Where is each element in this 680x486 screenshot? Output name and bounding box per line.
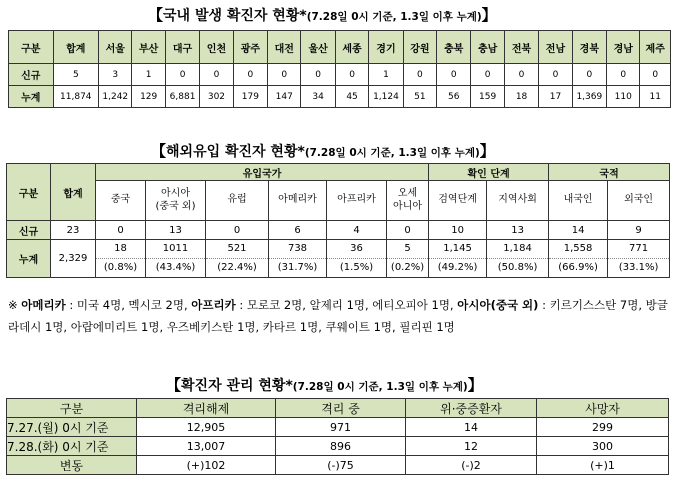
table-cell: (-)75	[276, 456, 406, 475]
subheader-cell	[387, 181, 429, 221]
domestic-cum-row	[9, 86, 671, 108]
col-region: 세종	[335, 31, 368, 64]
bracket-open: 【	[148, 6, 164, 24]
table-cell: 13	[146, 221, 206, 240]
cum-value: 521	[206, 240, 268, 259]
row-label: 누계	[9, 86, 54, 108]
col-gubun: 구분	[7, 399, 137, 418]
table-cell	[549, 240, 608, 278]
table-cell: 0	[268, 64, 301, 86]
overseas-group-row	[7, 164, 670, 181]
cum-value: 18	[96, 240, 145, 259]
table-cell: (+)102	[137, 456, 276, 475]
table-cell: 1,242	[99, 86, 132, 108]
overseas-title	[151, 140, 495, 161]
domestic-table	[8, 30, 671, 108]
note-africa-text: : 모로코 2명, 알제리 1명, 에티오피아 1명,	[235, 298, 458, 312]
table-cell: 0	[403, 64, 436, 86]
cum-value: 5	[387, 240, 428, 259]
table-cell: 10	[429, 221, 487, 240]
col-header: 사망자	[537, 399, 669, 418]
subheader-line1: 오세	[397, 188, 418, 199]
table-cell: 0	[233, 64, 267, 86]
table-cell: 6	[269, 221, 327, 240]
table-cell: 147	[268, 86, 301, 108]
group-confirm: 확인 단계	[429, 164, 549, 181]
table-cell: 179	[233, 86, 267, 108]
table-cell: 1	[369, 64, 403, 86]
table-cell: (-)2	[406, 456, 537, 475]
domestic-subtitle: (7.28일 0시 기준, 1.3일 이후 누계)	[306, 11, 482, 23]
table-cell: 14	[406, 418, 537, 437]
table-cell: 11	[640, 86, 671, 108]
bracket-close: 】	[481, 6, 497, 24]
table-cell: 0	[301, 64, 335, 86]
table-cell	[429, 240, 487, 278]
table-cell: 0	[640, 64, 671, 86]
table-cell: 6,881	[165, 86, 199, 108]
management-header-row	[7, 399, 669, 418]
bracket-close: 】	[479, 142, 495, 160]
table-cell: 2,329	[51, 240, 96, 278]
table-cell: 896	[276, 437, 406, 456]
subheader-cell	[608, 181, 670, 221]
note-america-text: : 미국 4명, 멕시코 2명,	[65, 298, 192, 312]
management-table	[6, 398, 669, 475]
table-cell: 302	[200, 86, 233, 108]
table-cell: 299	[537, 418, 669, 437]
table-cell: 34	[301, 86, 335, 108]
subheader-cell	[487, 181, 549, 221]
col-region: 대전	[268, 31, 301, 64]
table-cell	[269, 240, 327, 278]
subheader-cell	[327, 181, 387, 221]
table-cell: 5	[53, 64, 99, 86]
col-region: 경기	[369, 31, 403, 64]
group-nationality: 국적	[549, 164, 670, 181]
asterisk: *	[285, 378, 293, 394]
table-cell: 12,905	[137, 418, 276, 437]
subheader-line1: 검역단계	[438, 194, 477, 206]
table-cell: 11,874	[53, 86, 99, 108]
management-change-row	[7, 456, 669, 475]
table-cell: 971	[276, 418, 406, 437]
col-region: 전북	[504, 31, 538, 64]
table-cell: 9	[608, 221, 670, 240]
table-cell: 14	[549, 221, 608, 240]
cum-percent: (22.4%)	[217, 262, 257, 273]
table-cell: 0	[200, 64, 233, 86]
subheader-line1: 아메리카	[278, 194, 317, 206]
cum-value: 738	[269, 240, 326, 259]
table-cell: 159	[471, 86, 504, 108]
table-cell: 18	[504, 86, 538, 108]
col-region: 서울	[99, 31, 132, 64]
subheader-line1: 유럽	[227, 194, 247, 206]
col-region: 강원	[403, 31, 436, 64]
table-cell: 1	[132, 64, 165, 86]
col-region: 울산	[301, 31, 335, 64]
note-asia-text: : 키르기스스탄 7명, 방글라데시 1명, 아랍에미리트 1명, 우즈베키스탄 1명, 카타르 1명, 쿠웨이트 1명, 필리핀 1명	[8, 298, 668, 334]
table-cell: 0	[335, 64, 368, 86]
table-cell: 13,007	[137, 437, 276, 456]
col-gubun: 구분	[9, 31, 54, 64]
table-cell	[96, 240, 146, 278]
subheader-cell	[96, 181, 146, 221]
col-header: 위·중증환자	[406, 399, 537, 418]
subheader-cell	[146, 181, 206, 221]
table-cell: 13	[487, 221, 549, 240]
col-region: 충북	[437, 31, 471, 64]
col-gubun: 구분	[7, 164, 51, 221]
note-america-label: 아메리카	[21, 298, 66, 312]
col-region: 광주	[233, 31, 267, 64]
table-cell: 0	[206, 221, 269, 240]
col-region: 인천	[200, 31, 233, 64]
table-cell: 51	[403, 86, 436, 108]
bracket-close: 】	[467, 376, 483, 394]
cum-value: 771	[608, 240, 669, 259]
table-cell: 0	[387, 221, 429, 240]
table-cell: (+)1	[537, 456, 669, 475]
cum-percent: (50.8%)	[497, 262, 538, 273]
domestic-title-text: 국내 발생 확진자 현황	[163, 8, 300, 24]
table-cell: 0	[572, 64, 606, 86]
table-cell: 0	[165, 64, 199, 86]
overseas-subtitle: (7.28일 0시 기준, 1.3일 이후 누계)	[304, 147, 480, 159]
overseas-table	[6, 163, 670, 278]
row-label: 변동	[7, 456, 137, 475]
subheader-cell	[206, 181, 269, 221]
cum-value: 36	[327, 240, 386, 259]
table-cell	[387, 240, 429, 278]
table-cell: 0	[96, 221, 146, 240]
table-cell: 12	[406, 437, 537, 456]
table-cell: 23	[51, 221, 96, 240]
asterisk: *	[299, 8, 307, 24]
col-region: 부산	[132, 31, 165, 64]
col-region: 대구	[165, 31, 199, 64]
col-total: 합계	[51, 164, 96, 221]
cum-value: 1,184	[487, 240, 548, 259]
col-region: 경북	[572, 31, 606, 64]
bracket-open: 【	[151, 142, 167, 160]
overseas-subheader-row	[7, 181, 670, 221]
cum-value: 1011	[146, 240, 205, 259]
table-cell: 1,124	[369, 86, 403, 108]
col-region: 제주	[640, 31, 671, 64]
cum-percent: (66.9%)	[558, 262, 598, 273]
table-cell: 129	[132, 86, 165, 108]
row-label: 신규	[9, 64, 54, 86]
domestic-header-row	[9, 31, 671, 64]
col-region: 경남	[607, 31, 640, 64]
table-cell	[487, 240, 549, 278]
management-subtitle: (7.28일 0시 기준, 1.3일 이후 누계)	[292, 381, 468, 393]
domestic-title	[148, 4, 497, 25]
subheader-line1: 중국	[110, 194, 131, 206]
table-cell: 300	[537, 437, 669, 456]
table-cell: 0	[504, 64, 538, 86]
cum-percent: (43.4%)	[155, 262, 196, 273]
subheader-line1: 아프리카	[337, 194, 376, 206]
cum-value: 1,558	[549, 240, 607, 259]
management-title	[166, 374, 483, 395]
table-cell: 56	[437, 86, 471, 108]
subheader-cell	[429, 181, 487, 221]
subheader-cell	[549, 181, 608, 221]
subheader-line2: 아니아	[393, 200, 423, 212]
table-cell: 45	[335, 86, 368, 108]
subheader-line2: (중국 외)	[155, 200, 196, 212]
table-cell: 0	[539, 64, 572, 86]
row-label: 누계	[7, 240, 51, 278]
cum-value: 1,145	[429, 240, 486, 259]
group-country: 유입국가	[96, 164, 429, 181]
col-header: 격리 중	[276, 399, 406, 418]
subheader-line1: 외국인	[624, 194, 654, 206]
col-header: 격리해제	[137, 399, 276, 418]
note-africa-label: 아프리카	[191, 298, 236, 312]
cum-percent: (31.7%)	[277, 262, 318, 273]
cum-percent: (0.2%)	[390, 262, 425, 273]
bracket-open: 【	[166, 376, 182, 394]
subheader-line1: 지역사회	[498, 194, 537, 206]
table-cell: 0	[607, 64, 640, 86]
cum-percent: (49.2%)	[437, 262, 478, 273]
col-region: 충남	[471, 31, 504, 64]
note-mark: ※	[8, 298, 18, 312]
overseas-new-row	[7, 221, 670, 240]
management-title-text: 확진자 관리 현황	[181, 378, 286, 394]
row-label: 신규	[7, 221, 51, 240]
cum-percent: (0.8%)	[103, 262, 138, 273]
management-row	[7, 437, 669, 456]
table-cell	[608, 240, 670, 278]
subheader-line1: 아시아	[161, 188, 190, 199]
table-cell: 0	[437, 64, 471, 86]
table-cell: 3	[99, 64, 132, 86]
table-cell: 4	[327, 221, 387, 240]
overseas-title-text: 해외유입 확진자 현황	[166, 144, 298, 160]
cum-percent: (33.1%)	[618, 262, 659, 273]
note-asia-label: 아시아(중국 외)	[457, 298, 539, 312]
table-cell: 110	[607, 86, 640, 108]
row-label: 7.27.(월) 0시 기준	[7, 418, 137, 437]
col-region: 전남	[539, 31, 572, 64]
table-cell	[327, 240, 387, 278]
management-row	[7, 418, 669, 437]
subheader-cell	[269, 181, 327, 221]
col-region: 합계	[53, 31, 99, 64]
table-cell: 17	[539, 86, 572, 108]
overseas-note	[8, 294, 668, 338]
table-cell	[146, 240, 206, 278]
overseas-cum-row	[7, 240, 670, 278]
asterisk: *	[297, 144, 305, 160]
cum-percent: (1.5%)	[339, 262, 374, 273]
row-label: 7.28.(화) 0시 기준	[7, 437, 137, 456]
table-cell	[206, 240, 269, 278]
table-cell: 0	[471, 64, 504, 86]
subheader-line1: 내국인	[563, 194, 593, 206]
domestic-new-row	[9, 64, 671, 86]
table-cell: 1,369	[572, 86, 606, 108]
